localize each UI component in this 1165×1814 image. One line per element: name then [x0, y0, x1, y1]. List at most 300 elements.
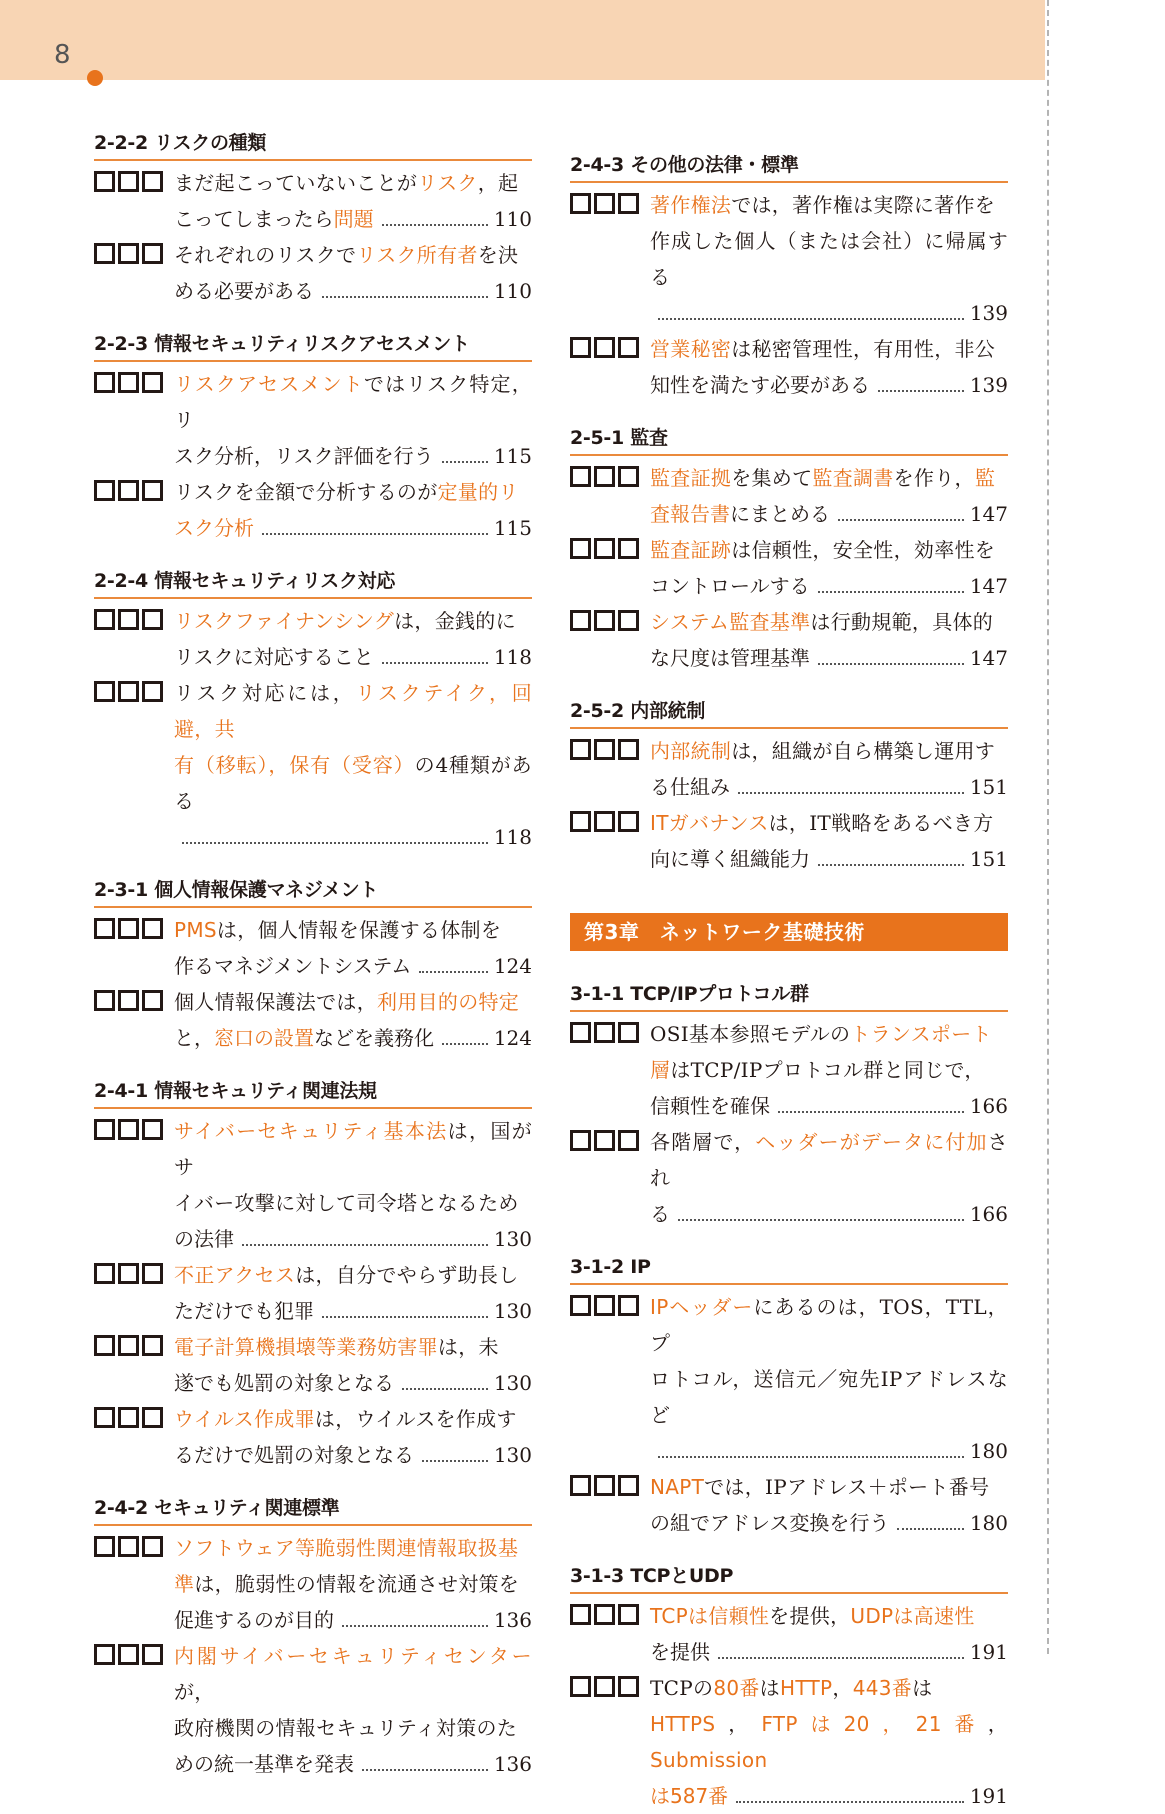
section [570, 425, 1008, 676]
checkbox[interactable] [594, 610, 615, 631]
item-line [650, 1289, 1008, 1361]
checkbox[interactable] [594, 337, 615, 358]
item-tail [174, 1293, 314, 1329]
checkbox-group [570, 337, 639, 358]
body-text: を作り， [893, 466, 975, 490]
checkbox-group [94, 918, 163, 939]
item-leader-line [650, 769, 1008, 805]
body-text: では，著作権は実際に著作を [731, 193, 996, 217]
checkbox[interactable] [570, 1295, 591, 1316]
page-number: 8 [54, 40, 71, 70]
body-text: ， [715, 1712, 762, 1736]
item-leader-line [174, 1221, 532, 1257]
header-band [0, 0, 1045, 80]
checkbox[interactable] [118, 1644, 139, 1665]
item-line [650, 331, 1008, 367]
keyword-text: 窓口の設置 [214, 1026, 314, 1050]
checkbox[interactable] [94, 1536, 115, 1557]
checklist-item [94, 1257, 532, 1329]
checkbox-group [570, 739, 639, 760]
checkbox-group [94, 171, 163, 192]
checklist-item [94, 675, 532, 855]
checkbox[interactable] [618, 610, 639, 631]
dot-leader [658, 317, 964, 320]
item-line [650, 532, 1008, 568]
item-leader-line [650, 1196, 1008, 1232]
body-text: る [650, 1202, 670, 1226]
item-line [650, 1361, 1008, 1433]
right-column [570, 130, 1008, 1814]
body-text: ， [832, 1676, 853, 1700]
checkbox[interactable] [94, 990, 115, 1011]
body-text: コントロールする [650, 574, 810, 598]
keyword-text: ITガバナンス [650, 811, 769, 835]
body-text: 遂でも処罰の対象となる [174, 1371, 394, 1395]
dot-leader [736, 1800, 964, 1803]
checkbox[interactable] [118, 372, 139, 393]
page-reference: 166 [969, 1094, 1008, 1118]
page-reference: 151 [969, 847, 1008, 871]
checkbox[interactable] [618, 466, 639, 487]
dot-leader [897, 1527, 963, 1530]
checkbox[interactable] [594, 1604, 615, 1625]
checkbox[interactable] [594, 811, 615, 832]
section-heading: 2-4-2 セキュリティ関連標準 [94, 1495, 532, 1526]
body-text: ， [987, 1712, 1008, 1736]
checkbox[interactable] [618, 1295, 639, 1316]
item-tail [174, 948, 411, 984]
keyword-text: ヘッダーがデータに付加 [755, 1130, 988, 1154]
item-tail [174, 1365, 394, 1401]
checkbox[interactable] [142, 372, 163, 393]
keyword-text: リスク所有者 [356, 243, 478, 267]
chapter-heading: 第3章 ネットワーク基礎技術 [570, 913, 1008, 951]
item-leader-line [650, 1778, 1008, 1814]
checkbox[interactable] [94, 609, 115, 630]
item-tail [174, 273, 314, 309]
checklist-item [570, 1289, 1008, 1469]
checkbox[interactable] [594, 1295, 615, 1316]
keyword-text: 監査調書 [812, 466, 894, 490]
keyword-text: Submission [650, 1748, 768, 1772]
checkbox[interactable] [594, 466, 615, 487]
body-text: の4種類がある [174, 753, 532, 813]
dot-leader [838, 518, 964, 521]
checkbox[interactable] [142, 609, 163, 630]
checklist-item [570, 604, 1008, 676]
item-tail [174, 1221, 234, 1257]
section [570, 152, 1008, 403]
checkbox[interactable] [570, 1676, 591, 1697]
item-tail [174, 639, 374, 675]
checkbox[interactable] [118, 918, 139, 939]
keyword-text: PMS [174, 918, 217, 942]
checkbox[interactable] [118, 243, 139, 264]
body-text: はTCP/IPプロトコル群と同じで， [670, 1058, 985, 1082]
checkbox[interactable] [618, 1604, 639, 1625]
page-reference: 166 [969, 1202, 1008, 1226]
keyword-text: は587番 [650, 1784, 729, 1808]
checkbox[interactable] [118, 990, 139, 1011]
section-heading: 2-5-2 内部統制 [570, 698, 1008, 729]
item-tail [174, 1437, 414, 1473]
section-heading: 3-1-2 IP [570, 1254, 1008, 1285]
checkbox[interactable] [118, 1335, 139, 1356]
body-text: 各階層で， [650, 1130, 756, 1154]
item-leader-line [174, 438, 532, 474]
body-text: が， [174, 1680, 215, 1704]
body-text: まだ起こっていないことが [174, 171, 418, 195]
body-text: を提供， [769, 1604, 851, 1628]
checkbox[interactable] [118, 1536, 139, 1557]
dot-leader [878, 389, 964, 392]
keyword-text: 監査証跡 [650, 538, 732, 562]
body-text: は，未 [437, 1335, 499, 1359]
item-leader-line [174, 948, 532, 984]
checkbox[interactable] [142, 480, 163, 501]
checkbox[interactable] [94, 243, 115, 264]
checklist-item [94, 474, 532, 546]
keyword-text: システム監査基準 [650, 610, 811, 634]
item-line [174, 474, 532, 510]
page-reference: 147 [969, 646, 1008, 670]
keyword-text: 著作権法 [650, 193, 732, 217]
checkbox[interactable] [570, 1022, 591, 1043]
page-reference: 180 [969, 1511, 1008, 1535]
keyword-text: リスクテイク，回避，共 [174, 681, 533, 741]
body-text: は，金銭的に [394, 609, 516, 633]
body-text: 促進するのが目的 [174, 1608, 334, 1632]
section [94, 130, 532, 309]
body-text: こってしまったら [174, 207, 334, 231]
checkbox-group [570, 466, 639, 487]
checkbox[interactable] [142, 1536, 163, 1557]
keyword-text: 営業秘密 [650, 337, 732, 361]
keyword-text: 査報告書 [650, 502, 730, 526]
checkbox[interactable] [618, 739, 639, 760]
body-text: 信頼性を確保 [650, 1094, 770, 1118]
item-line [650, 187, 1008, 223]
page-reference: 115 [493, 444, 532, 468]
item-leader-line [650, 295, 1008, 331]
checkbox[interactable] [142, 990, 163, 1011]
item-tail [650, 1778, 728, 1814]
section-heading: 2-2-4 情報セキュリティリスク対応 [94, 568, 532, 599]
item-line [650, 223, 1008, 295]
keyword-text: トランスポート [850, 1022, 992, 1046]
body-text: は [912, 1676, 933, 1700]
page-reference: 151 [969, 775, 1008, 799]
keyword-text: 80番 [713, 1676, 760, 1700]
checkbox[interactable] [142, 918, 163, 939]
page-reference: 139 [969, 373, 1008, 397]
body-text: 政府機関の情報セキュリティ対策のた [174, 1716, 518, 1740]
checklist-item [570, 1469, 1008, 1541]
item-line [650, 1598, 1008, 1634]
dot-leader [242, 1243, 488, 1246]
body-text: める必要がある [174, 279, 314, 303]
item-line [174, 747, 532, 819]
checkbox-group [570, 811, 639, 832]
checkbox-group [94, 1263, 163, 1284]
checkbox-group [94, 372, 163, 393]
body-text: リスク対応には， [174, 681, 356, 705]
item-line [174, 984, 532, 1020]
checkbox-group [94, 1407, 163, 1428]
dot-leader [262, 532, 488, 535]
checkbox[interactable] [94, 681, 115, 702]
checkbox-group [94, 1119, 163, 1140]
checkbox[interactable] [570, 466, 591, 487]
checkbox-group [570, 193, 639, 214]
keyword-text: FTPは20，21番 [761, 1712, 988, 1736]
keyword-text: リスク [417, 171, 478, 195]
checkbox[interactable] [570, 811, 591, 832]
checklist-item [570, 460, 1008, 532]
checkbox-group [570, 1475, 639, 1496]
body-text: は秘密管理性，有用性，非公 [731, 337, 996, 361]
body-text: は，IT戦略をあるべき方 [768, 811, 994, 835]
body-text: 作成した個人（または会社）に帰属する [650, 229, 1008, 289]
keyword-text: 443番 [852, 1676, 913, 1700]
dot-leader [362, 1768, 488, 1771]
dot-leader [382, 661, 488, 664]
keyword-text: 不正アクセス [174, 1263, 296, 1287]
checkbox[interactable] [142, 243, 163, 264]
item-leader-line [174, 510, 532, 546]
checkbox-group [570, 1604, 639, 1625]
checkbox[interactable] [570, 1604, 591, 1625]
keyword-text: 内部統制 [650, 739, 732, 763]
checkbox[interactable] [94, 1644, 115, 1665]
body-text: リスクに対応すること [174, 645, 374, 669]
checkbox[interactable] [570, 538, 591, 559]
body-text: それぞれのリスクで [174, 243, 357, 267]
keyword-text: 問題 [333, 207, 374, 231]
checkbox[interactable] [570, 739, 591, 760]
checkbox[interactable] [570, 1130, 591, 1151]
checkbox[interactable] [570, 193, 591, 214]
checkbox[interactable] [94, 171, 115, 192]
body-text: は，ウイルスを作成す [314, 1407, 517, 1431]
checklist-item [570, 1598, 1008, 1670]
checkbox[interactable] [118, 1119, 139, 1140]
checkbox[interactable] [118, 480, 139, 501]
checkbox[interactable] [142, 1335, 163, 1356]
item-tail [174, 1020, 434, 1056]
body-text: を決 [477, 243, 519, 267]
item-line [650, 604, 1008, 640]
checklist-item [94, 366, 532, 474]
page-reference: 124 [493, 954, 532, 978]
dot-leader [322, 295, 488, 298]
page-reference: 110 [493, 207, 532, 231]
checklist-item [94, 237, 532, 309]
keyword-text: TCPは信頼性 [650, 1604, 770, 1628]
page-reference: 136 [493, 1608, 532, 1632]
checkbox[interactable] [94, 1335, 115, 1356]
checkbox[interactable] [94, 1263, 115, 1284]
checkbox-group [94, 990, 163, 1011]
checkbox[interactable] [594, 1022, 615, 1043]
item-line [174, 1257, 532, 1293]
section-heading: 2-5-1 監査 [570, 425, 1008, 456]
checklist-item [570, 733, 1008, 805]
item-line [650, 1670, 1008, 1706]
dot-leader [442, 1042, 488, 1045]
keyword-text: スク分析 [174, 516, 254, 540]
checkbox[interactable] [618, 1475, 639, 1496]
keyword-text: 有（移転），保有（受容） [174, 753, 415, 777]
body-text: などを義務化 [314, 1026, 434, 1050]
checkbox[interactable] [618, 193, 639, 214]
checkbox[interactable] [594, 538, 615, 559]
section [570, 1254, 1008, 1541]
item-tail [650, 640, 810, 676]
checkbox-group [570, 1295, 639, 1316]
section [94, 877, 532, 1056]
checkbox[interactable] [618, 1130, 639, 1151]
checkbox[interactable] [118, 609, 139, 630]
page-reference: 130 [493, 1443, 532, 1467]
checklist-item [94, 912, 532, 984]
checklist-item [570, 805, 1008, 877]
body-text: スク分析，リスク評価を行う [174, 444, 434, 468]
dot-leader [322, 1315, 488, 1318]
body-text: イバー攻撃に対して司令塔となるため [174, 1191, 519, 1215]
checkbox[interactable] [94, 1119, 115, 1140]
checkbox-group [570, 1022, 639, 1043]
body-text: ではリスク特定，リ [174, 372, 532, 432]
page-reference: 115 [493, 516, 532, 540]
item-line [174, 366, 532, 438]
item-leader-line [650, 568, 1008, 604]
right-column-bottom [570, 981, 1008, 1814]
body-text: の組でアドレス変換を行う [650, 1511, 890, 1535]
checklist-item [570, 187, 1008, 331]
checkbox[interactable] [94, 918, 115, 939]
body-text: にあるのは，TOS，TTL，プ [650, 1295, 1008, 1355]
checkbox[interactable] [618, 1676, 639, 1697]
body-text: TCPの [650, 1676, 714, 1700]
item-line [650, 1016, 1008, 1052]
section-heading: 2-4-1 情報セキュリティ関連法規 [94, 1078, 532, 1109]
page-reference: 136 [493, 1752, 532, 1776]
item-tail [650, 496, 830, 532]
checkbox-group [94, 1335, 163, 1356]
item-line [174, 1710, 532, 1746]
item-line [650, 733, 1008, 769]
checkbox-group [570, 1130, 639, 1151]
checkbox[interactable] [94, 372, 115, 393]
item-leader-line [650, 367, 1008, 403]
checkbox[interactable] [118, 1407, 139, 1428]
item-leader-line [650, 496, 1008, 532]
checklist-item [94, 1530, 532, 1638]
checkbox[interactable] [142, 171, 163, 192]
item-line [174, 912, 532, 948]
item-leader-line [174, 1437, 532, 1473]
checkbox[interactable] [142, 1263, 163, 1284]
body-text: 向に導く組織能力 [650, 847, 810, 871]
body-text: は行動規範，具体的 [810, 610, 994, 634]
checklist-item [94, 1113, 532, 1257]
item-tail [650, 367, 870, 403]
checkbox[interactable] [142, 681, 163, 702]
checkbox[interactable] [570, 610, 591, 631]
checkbox[interactable] [570, 337, 591, 358]
checkbox[interactable] [118, 171, 139, 192]
section-heading: 2-2-3 情報セキュリティリスクアセスメント [94, 331, 532, 362]
item-line [650, 1469, 1008, 1505]
item-tail [650, 1196, 670, 1232]
page-reference: 191 [969, 1784, 1008, 1808]
item-leader-line [174, 1020, 532, 1056]
checkbox[interactable] [142, 1407, 163, 1428]
item-tail [650, 1505, 889, 1541]
body-text: るだけで処罰の対象となる [174, 1443, 414, 1467]
body-text: リスクを金額で分析するのが [174, 480, 438, 504]
item-tail [650, 841, 810, 877]
dot-leader [342, 1624, 488, 1627]
checkbox[interactable] [142, 1119, 163, 1140]
item-leader-line [650, 640, 1008, 676]
checklist-item [94, 1401, 532, 1473]
checkbox[interactable] [618, 538, 639, 559]
checkbox[interactable] [118, 681, 139, 702]
keyword-text: HTTPS [650, 1712, 716, 1736]
body-text: OSI基本参照モデルの [650, 1022, 851, 1046]
item-line [174, 675, 532, 747]
checkbox[interactable] [594, 193, 615, 214]
item-leader-line [174, 201, 532, 237]
body-text: は，国がサ [174, 1119, 532, 1179]
checkbox[interactable] [94, 1407, 115, 1428]
checkbox[interactable] [618, 811, 639, 832]
checkbox[interactable] [594, 1130, 615, 1151]
body-text: され [650, 1130, 1008, 1190]
checkbox[interactable] [118, 1263, 139, 1284]
page-reference: 147 [969, 502, 1008, 526]
body-text: では，IPアドレス＋ポート番号 [704, 1475, 990, 1499]
checkbox[interactable] [94, 480, 115, 501]
item-tail [650, 769, 730, 805]
checkbox[interactable] [594, 1475, 615, 1496]
keyword-text: サイバーセキュリティ基本法 [174, 1119, 448, 1143]
item-leader-line [650, 841, 1008, 877]
checkbox[interactable] [594, 739, 615, 760]
checkbox[interactable] [142, 1644, 163, 1665]
body-text: 作るマネジメントシステム [174, 954, 412, 978]
item-leader-line [650, 1505, 1008, 1541]
checkbox[interactable] [594, 1676, 615, 1697]
page-reference: 147 [969, 574, 1008, 598]
item-tail [650, 1088, 770, 1124]
body-text: は，個人情報を保護する体制を [216, 918, 502, 942]
section-heading: 2-4-3 その他の法律・標準 [570, 152, 1008, 183]
item-line [650, 805, 1008, 841]
checkbox[interactable] [618, 1022, 639, 1043]
body-text: 知性を満たす必要がある [650, 373, 870, 397]
dot-leader [818, 662, 964, 665]
checkbox[interactable] [618, 337, 639, 358]
dot-leader [778, 1110, 964, 1113]
item-leader-line [650, 1634, 1008, 1670]
section [570, 698, 1008, 877]
checkbox[interactable] [570, 1475, 591, 1496]
item-tail [174, 1602, 334, 1638]
body-text: 個人情報保護法では， [174, 990, 377, 1014]
